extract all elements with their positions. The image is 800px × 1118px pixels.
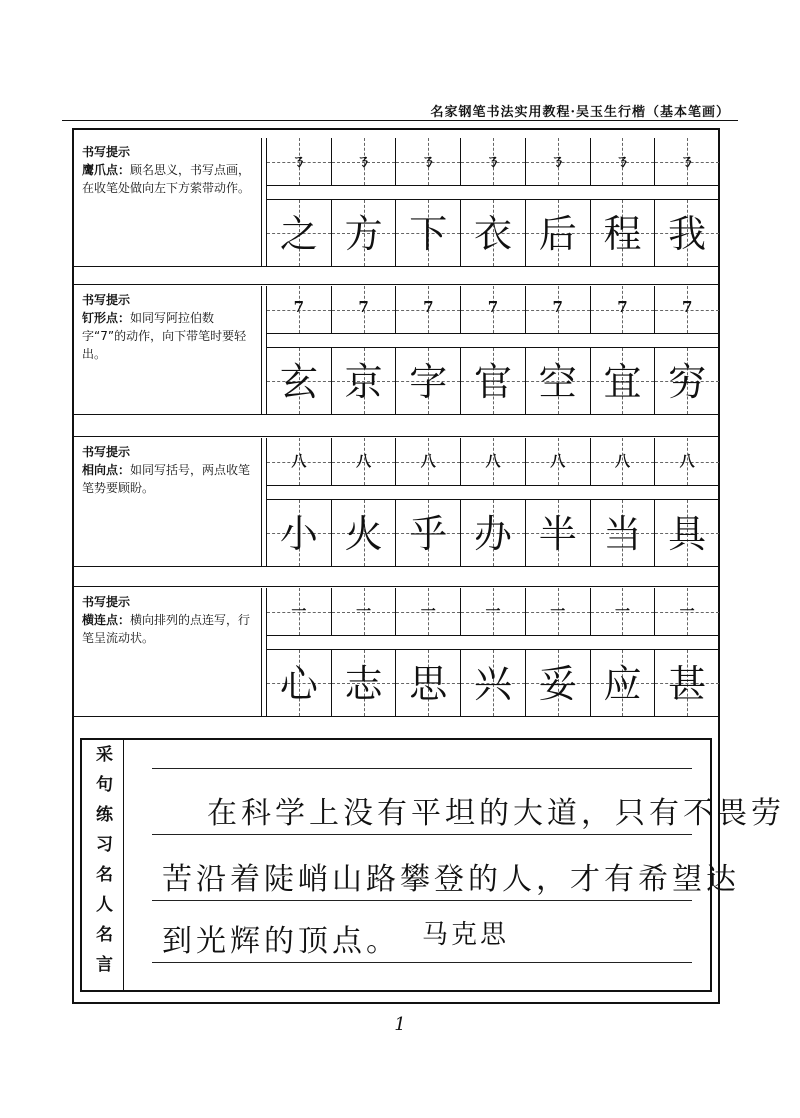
stroke-row [267, 138, 719, 186]
character-cell [267, 650, 332, 716]
example-character: 方 [344, 212, 383, 256]
character-cell [396, 500, 461, 566]
stroke-cell [526, 138, 591, 185]
example-character: 衣 [474, 212, 513, 256]
stroke-cell [655, 286, 719, 333]
tip-term: 横连点： [82, 613, 131, 627]
stroke-sample: ㄋ [356, 152, 372, 170]
character-cell [591, 500, 656, 566]
character-cell [526, 348, 591, 414]
character-cell [461, 500, 526, 566]
character-row [267, 347, 719, 414]
tip-description: 横向排列的点连写，行笔呈流动状。 [82, 613, 251, 645]
tip-heading: 书写提示 [82, 595, 131, 609]
stroke-row [267, 286, 719, 334]
stroke-cell [461, 588, 526, 635]
practice-section-3 [74, 438, 718, 566]
example-character: 乎 [409, 512, 448, 556]
stroke-cell [267, 286, 332, 333]
tip-term: 相向点： [82, 463, 131, 477]
character-cell [267, 348, 332, 414]
example-character: 火 [344, 512, 383, 556]
character-cell [461, 650, 526, 716]
character-cell [655, 348, 719, 414]
stroke-cell [655, 438, 719, 485]
stroke-sample: 一 [485, 602, 501, 620]
stroke-sample: 7 [358, 298, 369, 316]
example-character: 甚 [668, 662, 707, 706]
stroke-cell [396, 588, 461, 635]
stroke-sample: 7 [681, 298, 693, 316]
stroke-sample: 八 [420, 452, 436, 470]
tip-description: 顾名思义，书写点画，在收笔处做向左下方萦带动作。 [82, 163, 251, 195]
example-character: 字 [409, 360, 448, 404]
character-row [267, 649, 719, 716]
character-cell [396, 200, 461, 266]
stroke-row [267, 588, 719, 636]
stroke-cell [267, 138, 332, 185]
writing-rule [152, 834, 692, 835]
tip-heading: 书写提示 [82, 293, 131, 307]
stroke-cell [591, 286, 656, 333]
stroke-cell [332, 286, 397, 333]
stroke-cell [526, 588, 591, 635]
character-cell [526, 500, 591, 566]
character-cell [396, 650, 461, 716]
section-divider [74, 716, 718, 717]
stroke-cell [526, 286, 591, 333]
stroke-sample: 八 [356, 452, 372, 470]
character-cell [526, 200, 591, 266]
example-character: 程 [603, 212, 642, 256]
stroke-sample: 一 [550, 602, 566, 620]
quote-line-2: 苦沿着陡峭山路攀登的人，才有希望达 [162, 862, 740, 897]
stroke-cell [461, 138, 526, 185]
stroke-sample: 一 [291, 602, 307, 620]
example-character: 京 [344, 360, 383, 404]
stroke-sample: 八 [485, 452, 501, 470]
character-cell [332, 500, 397, 566]
tip-text [82, 309, 255, 363]
writing-tip-box [74, 438, 262, 566]
tip-text [82, 161, 255, 197]
writing-tip-box [74, 138, 262, 266]
stroke-row [267, 438, 719, 486]
stroke-cell [461, 286, 526, 333]
character-cell [655, 200, 719, 266]
stroke-sample: 7 [423, 298, 434, 316]
stroke-sample: 7 [487, 298, 499, 316]
example-character: 穷 [668, 360, 707, 404]
stroke-sample: ㄋ [614, 152, 630, 170]
example-character: 半 [538, 512, 577, 556]
example-character: 之 [279, 212, 318, 256]
section-divider [74, 586, 718, 587]
writing-tip-box [74, 588, 262, 716]
stroke-cell [267, 588, 332, 635]
practice-section-2 [74, 286, 718, 414]
example-character: 官 [474, 360, 513, 404]
tip-description: 如同写阿拉伯数字“7”的动作，向下带笔时要轻出。 [82, 311, 247, 361]
section-divider [74, 414, 718, 415]
example-character: 兴 [474, 662, 513, 706]
character-row [267, 499, 719, 566]
stroke-cell [591, 588, 656, 635]
stroke-cell [655, 588, 719, 635]
practice-grid [266, 438, 719, 566]
example-character: 心 [279, 662, 318, 706]
practice-section-1 [74, 138, 718, 266]
example-character: 具 [668, 512, 707, 556]
writing-rule [152, 900, 692, 901]
example-character: 宜 [603, 360, 642, 404]
example-character: 办 [474, 512, 513, 556]
writing-rule [152, 768, 692, 769]
stroke-sample: 一 [420, 602, 436, 620]
header-rule [62, 120, 738, 121]
stroke-sample: 一 [679, 602, 695, 620]
quote-author: 马克思 [422, 920, 510, 950]
quote-label-column [82, 740, 124, 990]
example-character: 空 [538, 360, 577, 404]
character-cell [332, 200, 397, 266]
character-cell [591, 200, 656, 266]
stroke-sample: 7 [293, 298, 305, 316]
stroke-cell [332, 438, 397, 485]
stroke-sample: 八 [550, 452, 566, 470]
tip-heading: 书写提示 [82, 145, 131, 159]
stroke-sample: 7 [617, 298, 628, 316]
example-character: 小 [279, 512, 318, 556]
tip-text [82, 461, 255, 497]
character-cell [267, 500, 332, 566]
stroke-cell [396, 138, 461, 185]
quote-label: 采句练习名人名言 [92, 745, 112, 985]
character-cell [332, 348, 397, 414]
example-character: 思 [409, 662, 448, 706]
tip-term: 钉形点： [82, 311, 131, 325]
stroke-cell [526, 438, 591, 485]
example-character: 当 [603, 512, 642, 556]
practice-grid [266, 588, 719, 716]
stroke-sample: ㄋ [485, 152, 501, 170]
stroke-sample: ㄋ [291, 152, 307, 170]
stroke-cell [267, 438, 332, 485]
tip-text [82, 611, 255, 647]
stroke-cell [332, 138, 397, 185]
section-divider [74, 266, 718, 267]
character-cell [396, 348, 461, 414]
character-cell [461, 348, 526, 414]
character-cell [461, 200, 526, 266]
stroke-sample: 八 [614, 452, 630, 470]
stroke-cell [461, 438, 526, 485]
stroke-sample: 一 [356, 602, 372, 620]
section-divider [74, 436, 718, 437]
stroke-sample: ㄋ [679, 152, 695, 170]
writing-tip-box [74, 286, 262, 414]
section-divider [74, 566, 718, 567]
stroke-sample: 一 [614, 602, 630, 620]
stroke-cell [396, 286, 461, 333]
page-number: 1 [394, 1014, 406, 1035]
character-cell [526, 650, 591, 716]
example-character: 妥 [538, 662, 577, 706]
character-cell [591, 650, 656, 716]
stroke-sample: ㄋ [420, 152, 436, 170]
example-character: 志 [344, 662, 383, 706]
writing-rule [152, 962, 692, 963]
practice-section-4 [74, 588, 718, 716]
stroke-sample: 八 [291, 452, 307, 470]
tip-term: 鹰爪点： [82, 163, 131, 177]
stroke-cell [591, 438, 656, 485]
character-cell [591, 348, 656, 414]
stroke-sample: 7 [552, 298, 563, 316]
character-cell [267, 200, 332, 266]
example-character: 玄 [279, 360, 318, 404]
example-character: 下 [409, 212, 448, 256]
section-divider [74, 284, 718, 285]
tip-description: 如同写括号，两点收笔笔势要顾盼。 [82, 463, 251, 495]
practice-grid [266, 286, 719, 414]
practice-grid [266, 138, 719, 266]
header-title: 名家钢笔书法实用教程·吴玉生行楷（基本笔画） [430, 105, 730, 120]
example-character: 后 [538, 212, 577, 256]
character-row [267, 199, 719, 266]
quote-line-3: 到光辉的顶点。 [162, 924, 400, 959]
quote-line-1: 在科学上没有平坦的大道，只有不畏劳 [207, 796, 785, 831]
character-cell [655, 650, 719, 716]
character-cell [655, 500, 719, 566]
character-cell [332, 650, 397, 716]
quote-practice-box [80, 738, 785, 992]
stroke-cell [591, 138, 656, 185]
stroke-sample: ㄋ [550, 152, 566, 170]
stroke-cell [332, 588, 397, 635]
tip-heading: 书写提示 [82, 445, 131, 459]
stroke-cell [396, 438, 461, 485]
example-character: 应 [603, 662, 642, 706]
stroke-cell [655, 138, 719, 185]
example-character: 我 [668, 212, 707, 256]
stroke-sample: 八 [679, 452, 695, 470]
